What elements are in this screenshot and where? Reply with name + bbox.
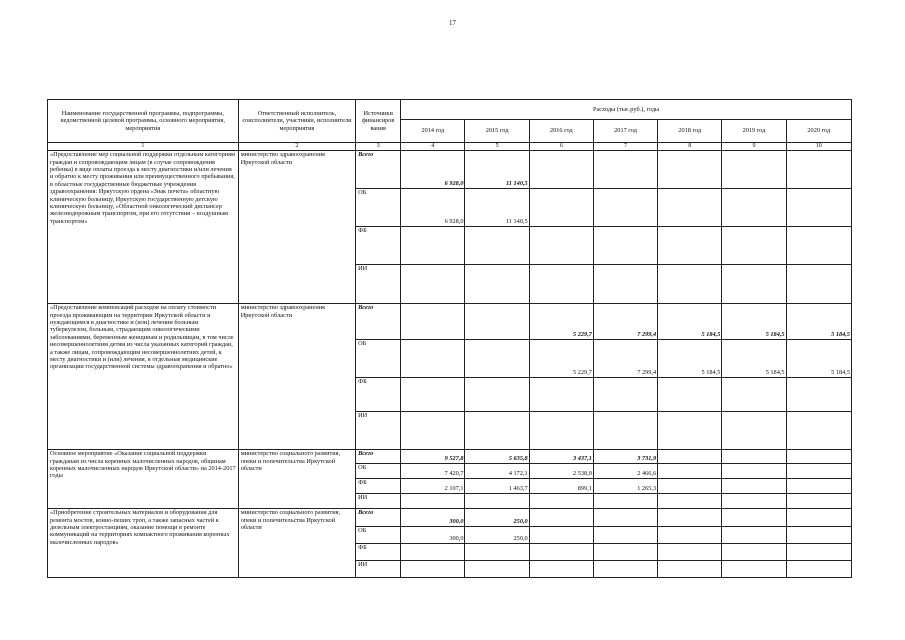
header-expenses: Расходы (тыс.руб.), годы <box>401 100 852 120</box>
expense-value: 1 463,7 <box>465 479 529 494</box>
column-number: 1 <box>48 143 239 151</box>
executor-name: министерство социального развития, опеки и попечительства Иркутской области <box>238 450 355 509</box>
expense-value <box>465 340 529 378</box>
expense-value <box>465 544 529 561</box>
expense-value: 4 172,1 <box>465 464 529 479</box>
expense-value <box>786 494 851 509</box>
expense-value: 5 635,8 <box>465 450 529 464</box>
expense-value <box>722 561 786 578</box>
expense-value: 7 299,4 <box>593 304 657 340</box>
column-number: 3 <box>356 143 401 151</box>
expense-value <box>658 509 722 527</box>
funding-source: ФБ <box>356 544 401 561</box>
expense-value: 5 184,5 <box>786 340 851 378</box>
expense-value <box>401 265 465 304</box>
expense-value: 5 184,5 <box>722 304 786 340</box>
expense-value <box>401 378 465 412</box>
expense-value: 300,0 <box>401 527 465 544</box>
column-number: 7 <box>593 143 657 151</box>
expense-value <box>593 544 657 561</box>
expense-value <box>658 189 722 227</box>
expense-value: 5 229,7 <box>529 340 593 378</box>
header-year: 2017 год <box>593 120 657 143</box>
expense-value <box>529 561 593 578</box>
header-year: 2016 год <box>529 120 593 143</box>
expense-value <box>786 479 851 494</box>
funding-source: Всего <box>356 450 401 464</box>
expense-value <box>593 509 657 527</box>
expense-value: 7 299,4 <box>593 340 657 378</box>
table-row <box>48 151 852 189</box>
expense-value: 250,0 <box>465 527 529 544</box>
expense-value <box>786 464 851 479</box>
expense-value <box>658 450 722 464</box>
expense-value <box>722 527 786 544</box>
expense-value <box>786 527 851 544</box>
page-number: 17 <box>449 19 456 27</box>
expense-value <box>401 412 465 450</box>
executor-name: министерство здравоохранения Иркутской области <box>238 151 355 304</box>
header-year: 2019 год <box>722 120 786 143</box>
expense-value <box>529 494 593 509</box>
funding-source: Всего <box>356 151 401 189</box>
expense-value <box>658 527 722 544</box>
expense-value <box>722 412 786 450</box>
funding-source: ОБ <box>356 527 401 544</box>
header-executor: Ответственный исполнитель, соисполнители, участники, исполнители мероприятия <box>238 100 355 143</box>
funding-source: ОБ <box>356 340 401 378</box>
expense-value <box>529 151 593 189</box>
expense-value <box>465 304 529 340</box>
expense-value <box>465 412 529 450</box>
expense-value <box>401 494 465 509</box>
expense-value <box>465 494 529 509</box>
expense-value <box>529 527 593 544</box>
expense-value <box>658 464 722 479</box>
expense-value <box>593 494 657 509</box>
expense-value <box>658 479 722 494</box>
expense-value <box>786 227 851 265</box>
column-number: 6 <box>529 143 593 151</box>
expense-value: 2 107,1 <box>401 479 465 494</box>
expense-value <box>786 265 851 304</box>
expense-value <box>658 265 722 304</box>
expense-value <box>401 304 465 340</box>
expense-value <box>465 378 529 412</box>
expense-value <box>658 561 722 578</box>
expense-value <box>593 378 657 412</box>
expense-value <box>786 509 851 527</box>
expense-value <box>401 561 465 578</box>
expense-value <box>658 227 722 265</box>
expense-value <box>722 189 786 227</box>
program-description: «Предоставление мер социальной поддержки отдельным категориям граждан и сопровождающим лицам (в случае сопровождения ребенка) в виде оплаты проезда к месту диагностики и/или лечения и обратно к месту проживания или преимущественного пребывания, в областные государственные бюджетные учреждения здравоохранения: Иркутскую ордена «Знак почета» областную клиническую больницу, Иркутскую государственную детскую клиническую больницу, «Областной онкологический диспансер железнодорожным транспортом, при его отсутствии – воздушным транспортом» <box>48 151 239 304</box>
expense-value: 1 265,3 <box>593 479 657 494</box>
expense-value: 3 437,1 <box>529 450 593 464</box>
executor-name: министерство социального развития, опеки и попечительства Иркутской области <box>238 509 355 578</box>
expense-value: 9 527,8 <box>401 450 465 464</box>
program-description: «Предоставление компенсаций расходов на оплату стоимости проезда проживающим на территории Иркутской области и нуждающимся в диагностике и (или) лечении больным туберкулезом, больным, страдающим онкологическими заболеваниями, беременным женщинам и родильницам, в том числе несовершеннолетним детям из числа указанных категорий граждан, а также лицам, сопровождающим несовершеннолетних детей, к месту диагностики и (или) лечения, в отдельные медицинские организации государственной системы здравоохранения и обратно» <box>48 304 239 450</box>
expense-value <box>658 378 722 412</box>
header-year: 2020 год <box>786 120 851 143</box>
expense-value <box>593 189 657 227</box>
expense-value: 6 928,0 <box>401 189 465 227</box>
column-number: 10 <box>786 143 851 151</box>
column-numbers-row <box>48 143 852 151</box>
funding-source: ИИ <box>356 561 401 578</box>
funding-source: ФБ <box>356 479 401 494</box>
expense-value: 3 731,9 <box>593 450 657 464</box>
expense-value: 5 229,7 <box>529 304 593 340</box>
expense-value: 11 140,5 <box>465 189 529 227</box>
header-source: Источники финансиров вания <box>356 100 401 143</box>
expense-value <box>786 378 851 412</box>
expense-value <box>593 527 657 544</box>
expense-value <box>722 378 786 412</box>
funding-source: Всего <box>356 304 401 340</box>
column-number: 9 <box>722 143 786 151</box>
expense-value <box>465 561 529 578</box>
expense-value <box>722 479 786 494</box>
expense-value <box>529 227 593 265</box>
funding-source: ИИ <box>356 265 401 304</box>
executor-name: министерство здравоохранения Иркутской области <box>238 304 355 450</box>
expense-value <box>722 227 786 265</box>
funding-source: Всего <box>356 509 401 527</box>
expense-value <box>786 412 851 450</box>
expense-value: 11 140,5 <box>465 151 529 189</box>
expense-value <box>786 151 851 189</box>
header-year: 2015 год <box>465 120 529 143</box>
expense-value <box>658 544 722 561</box>
expense-value <box>722 464 786 479</box>
column-number: 5 <box>465 143 529 151</box>
table-row <box>48 304 852 340</box>
expense-value <box>529 544 593 561</box>
expense-value: 6 928,0 <box>401 151 465 189</box>
expense-value <box>722 450 786 464</box>
expense-value <box>658 151 722 189</box>
column-number: 2 <box>238 143 355 151</box>
expense-value: 7 420,7 <box>401 464 465 479</box>
table-row <box>48 450 852 464</box>
expense-value <box>401 227 465 265</box>
expense-value <box>401 544 465 561</box>
expense-value <box>786 189 851 227</box>
expense-value <box>593 227 657 265</box>
expense-value: 899,1 <box>529 479 593 494</box>
expense-value: 5 184,5 <box>658 304 722 340</box>
expense-value <box>722 151 786 189</box>
expense-value <box>722 494 786 509</box>
funding-source: ФБ <box>356 378 401 412</box>
expense-value: 5 184,5 <box>786 304 851 340</box>
expense-value <box>786 544 851 561</box>
expense-value: 5 184,5 <box>722 340 786 378</box>
expense-value <box>786 450 851 464</box>
expense-value: 2 466,6 <box>593 464 657 479</box>
program-description: «Приобретение строительных материалов и оборудования для ремонта мостов, конно-пеших троп, а также запасных частей к дизельным электростанциям, оказание помощи в ремонте коммуникаций на территориях компактного проживания коренных малочисленных народов» <box>48 509 239 578</box>
column-number: 8 <box>658 143 722 151</box>
table-row <box>48 509 852 527</box>
expense-value <box>465 265 529 304</box>
expense-value <box>658 494 722 509</box>
expense-value <box>658 412 722 450</box>
header-year: 2018 год <box>658 120 722 143</box>
expense-value <box>593 265 657 304</box>
funding-source: ФБ <box>356 227 401 265</box>
expense-value <box>786 561 851 578</box>
expense-value <box>529 189 593 227</box>
expense-value: 300,0 <box>401 509 465 527</box>
expense-value <box>593 561 657 578</box>
funding-source: ОБ <box>356 189 401 227</box>
expense-value: 250,0 <box>465 509 529 527</box>
expense-value <box>593 412 657 450</box>
expense-value <box>529 509 593 527</box>
program-description: Основное мероприятие «Оказание социальной поддержки гражданам из числа коренных малочисленных народов, общинам коренных малочисленных народов Иркутской области» на 2014-2017 годы <box>48 450 239 509</box>
expense-value <box>722 509 786 527</box>
column-number: 4 <box>401 143 465 151</box>
expense-value: 2 538,0 <box>529 464 593 479</box>
expense-value <box>593 151 657 189</box>
funding-source: ИИ <box>356 494 401 509</box>
header-program: Наименование государственной программы, подпрограммы, ведомственной целевой программы, основного мероприятия, мероприятия <box>48 100 239 143</box>
expense-value <box>401 340 465 378</box>
header-year: 2014 год <box>401 120 465 143</box>
expense-value <box>529 412 593 450</box>
expense-value <box>529 378 593 412</box>
expense-value <box>529 265 593 304</box>
funding-source: ОБ <box>356 464 401 479</box>
expenses-table <box>47 99 852 578</box>
expense-value <box>722 265 786 304</box>
expense-value: 5 184,5 <box>658 340 722 378</box>
funding-source: ИИ <box>356 412 401 450</box>
expense-value <box>722 544 786 561</box>
expense-value <box>465 227 529 265</box>
